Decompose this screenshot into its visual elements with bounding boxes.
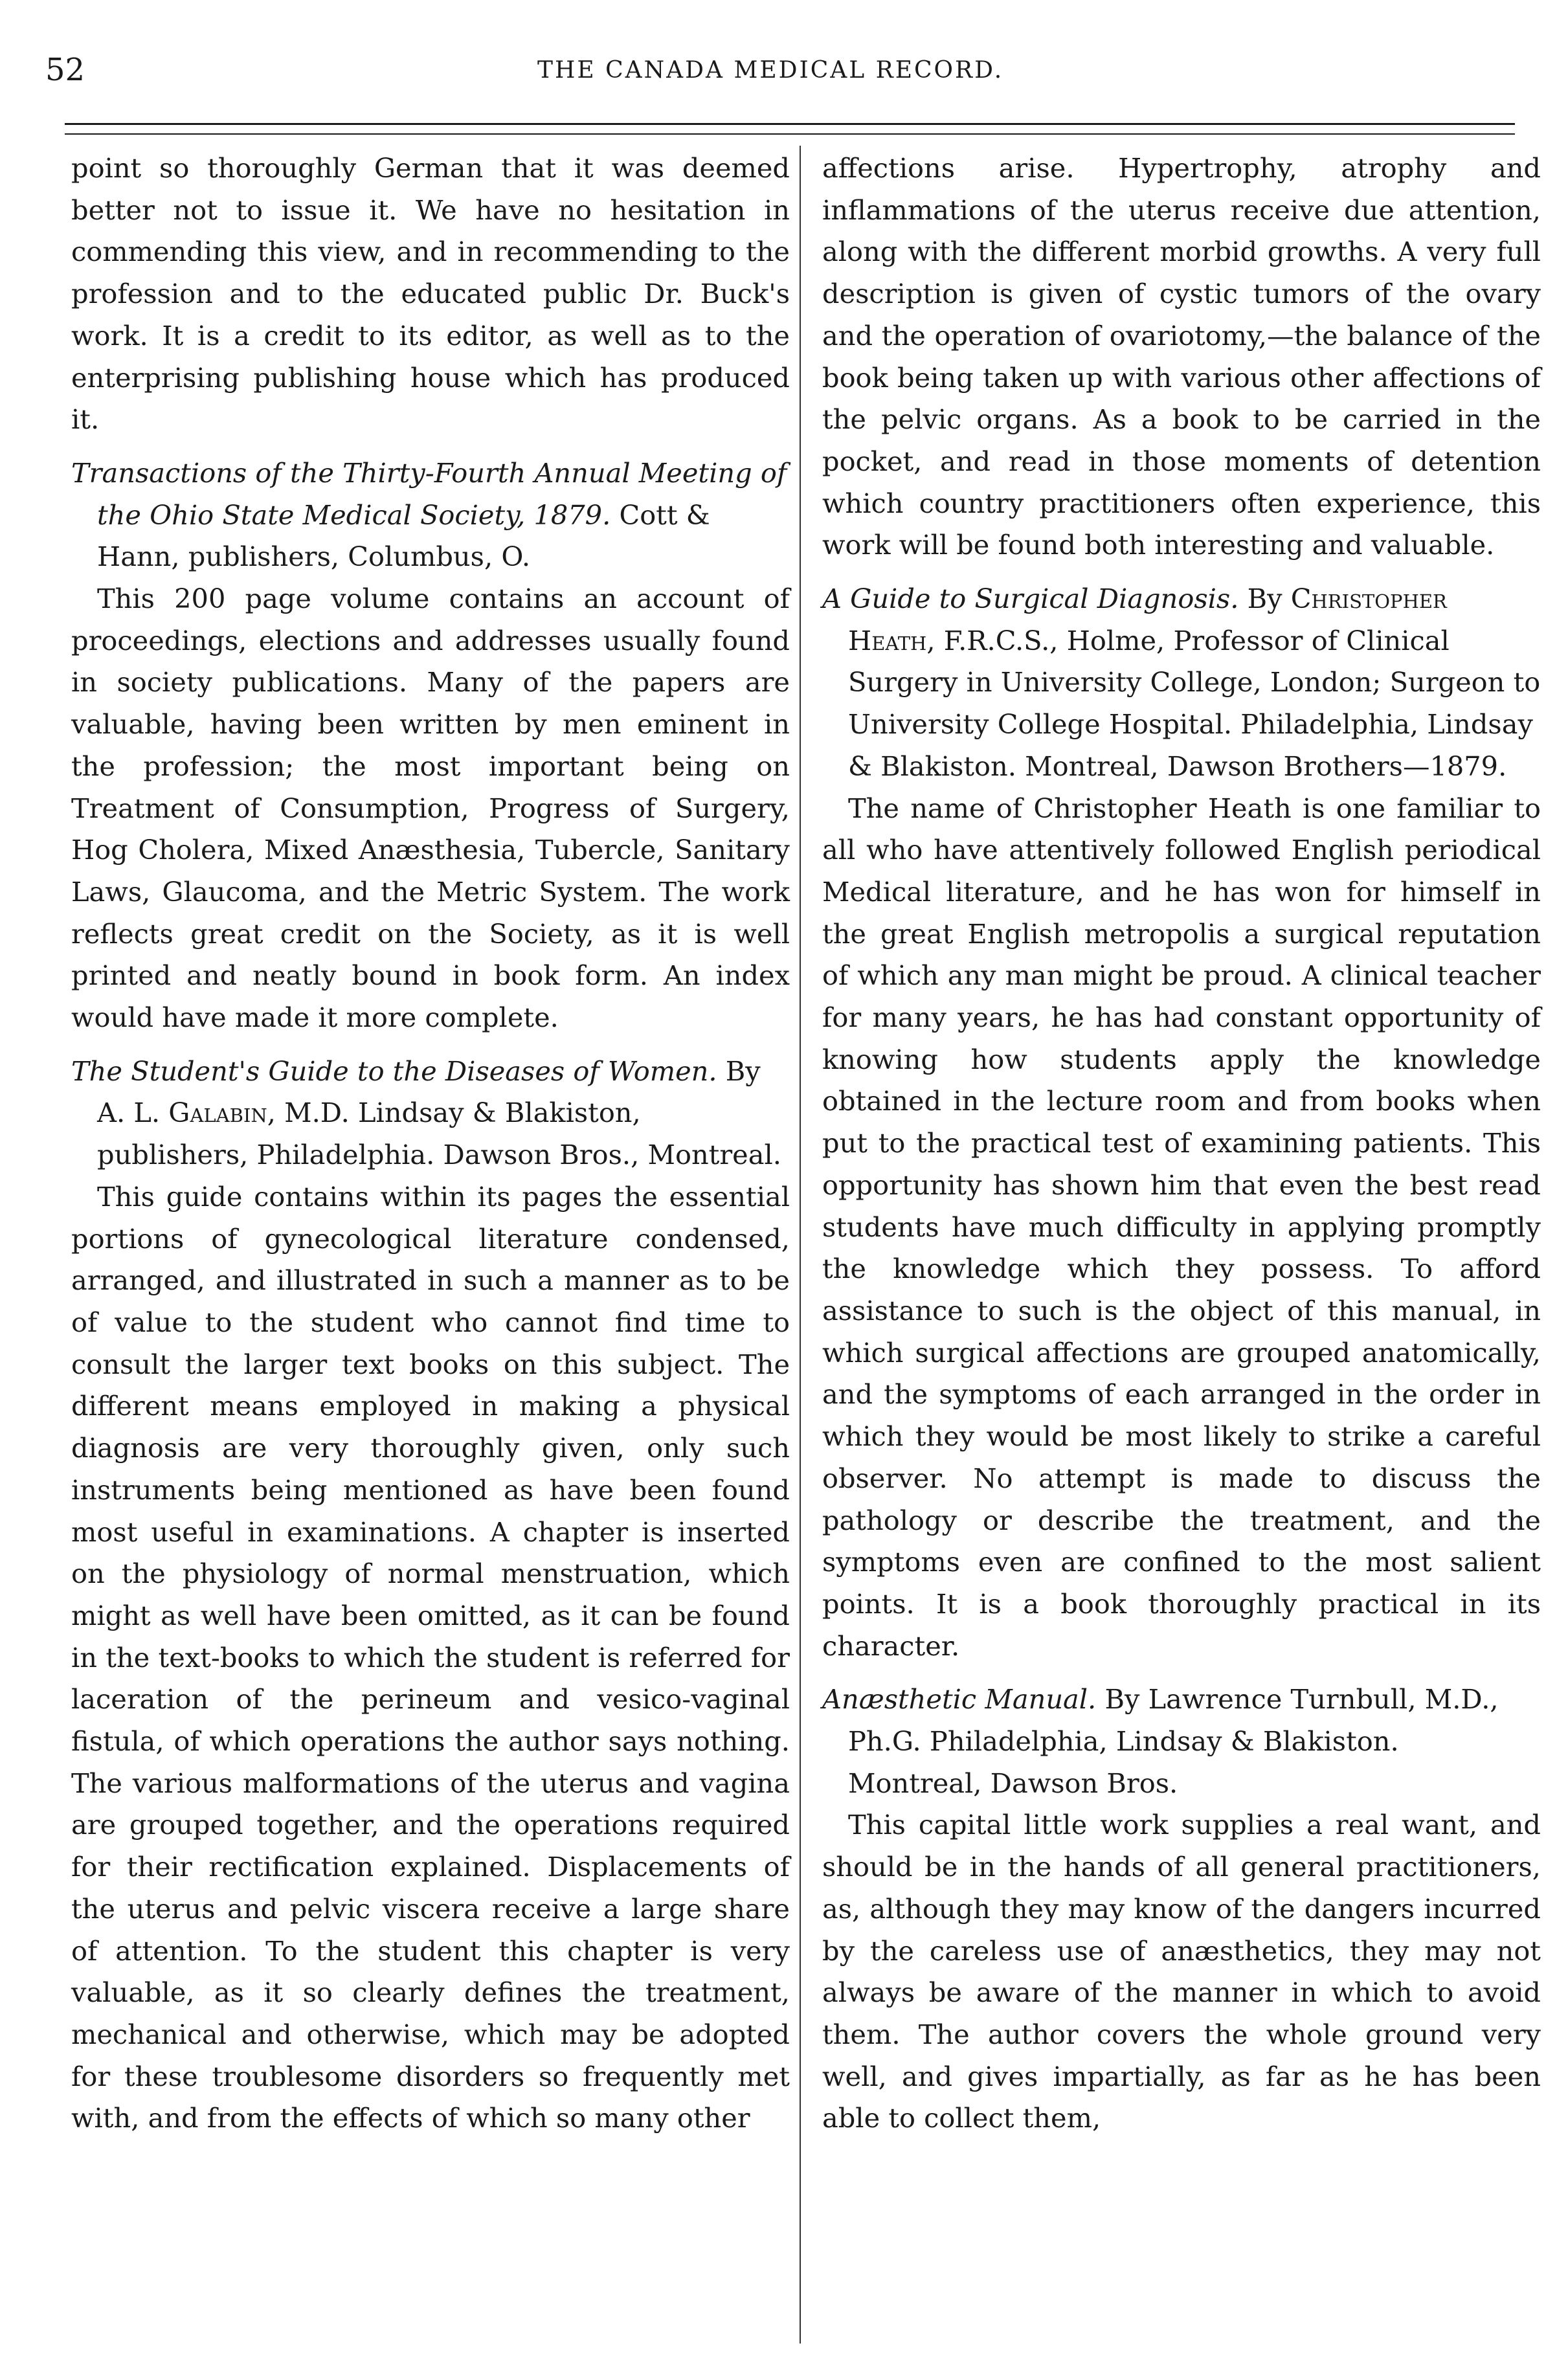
paragraph: This 200 page volume contains an account of proceedings, elections and addresses usually found in society publications. Many of the papers are valuable, having been written by men eminent in the profession; the most important being on Treatment of Consumption, Progress of Surgery, Hog Cholera, Mixed Anæsthesia, Tubercle, Sanitary Laws, Glaucoma, and the Metric System. The work reflects great credit on the Society, as it is well printed and neatly bound in book form. An index would have made it more complete. (71, 583, 790, 1034)
by-word: By (1238, 583, 1291, 615)
left-column (71, 148, 790, 2140)
book-title: A Guide to Surgical Diagnosis. (822, 583, 1239, 615)
book-author: Christopher Heath (848, 583, 1447, 656)
review-entry-heading (71, 1051, 790, 1176)
column-divider (800, 146, 801, 2344)
page-header (45, 45, 1534, 110)
paragraph: affections arise. Hypertrophy, atrophy and inflammations of the uterus receive due attention, along with the different morbid growths. A very full description is given of cystic tumors of the ovary and the operation of ovariotomy,—the balance of the book being taken up with various other affections of the pelvic organs. As a book to be carried in the pocket, and read in those moments of detention which country practitioners often experience, this work will be found both interesting and valuable. (822, 152, 1541, 561)
paragraph: This guide contains within its pages the essential portions of gynecological literature condensed, arranged, and illustrated in such a manner as to be of value to the student who cannot find time to consult the larger text books on this subject. The different means employed in making a physical diagnosis are very thoroughly given, only such instruments being mentioned as have been found most useful in examinations. A chapter is inserted on the physiology of normal menstruation, which might as well have been omitted, as it can be found in the text-books to which the student is referred for laceration of the perineum and vesico-vaginal fistula, of which operations the author says nothing. The various malformations of the uterus and vagina are grouped together, and the operations required for their rectification explained. Displacements of the uterus and pelvic viscera receive a large share of attention. To the student this chapter is very valuable, as it so clearly defines the treatment, mechanical and otherwise, which may be adopted for these troublesome disorders so frequently met with, and from the effects of which so many other (71, 1180, 790, 2134)
header-rule-bottom (65, 133, 1515, 135)
book-publication-details: By Lawrence Turnbull, M.D., Ph.G. Philadelphia, Lindsay & Blakiston. Montreal, Dawson Bros. (848, 1683, 1499, 1799)
by-word: By (717, 1055, 761, 1087)
paragraph: This capital little work supplies a real want, and should be in the hands of all general practitioners, as, although they may know of the dangers incurred by the careless use of anæsthetics, they may not always be aware of the manner in which to avoid them. The author covers the whole ground very well, and gives impartially, as far as he has been able to collect them, (822, 1809, 1541, 2134)
review-entry-heading (822, 1679, 1541, 1804)
book-title: Transactions of the Thirty-Fourth Annual Meeting of the Ohio State Medical Society, 1879. (71, 456, 787, 531)
review-entry-heading (71, 453, 790, 578)
paragraph: point so thoroughly German that it was deemed better not to issue it. We have no hesitation in commending this view, and in recommending to the profession and to the educated public Dr. Buck's work. It is a credit to its editor, as well as to the enterprising publishing house which has produced it. (71, 152, 790, 436)
book-publication-details: Cott & Hann, publishers, Columbus, O. (97, 498, 710, 573)
book-author: A. L. Galabin, M.D. (97, 1097, 350, 1129)
book-publication-details: , F.R.C.S., Holme, Professor of Clinical Surgery in University College, London; Surgeon to University College Hospital. Philadelphia, Lindsay & Blakiston. Montreal, Dawson Brothers—1879. (848, 624, 1541, 782)
paragraph: The name of Christopher Heath is one familiar to all who have attentively followed English periodical Medical literature, and he has won for himself in the great English metropolis a surgical reputation of which any man might be proud. A clinical teacher for many years, he has had constant opportunity of knowing how students apply the knowledge obtained in the lecture room and from books when put to the practical test of examining patients. This opportunity has shown him that even the best read students have much difficulty in applying promptly the knowledge which they possess. To afford assistance to such is the object of this manual, in which surgical affections are grouped anatomically, and the symptoms of each arranged in the order in which they would be most likely to strike a careful observer. No attempt is made to discuss the pathology or describe the treatment, and the symptoms even are confined to the most salient points. It is a book thoroughly practical in its character. (822, 792, 1541, 1662)
header-rule-top (65, 123, 1515, 125)
book-publication-details: Lindsay & Blakiston, publishers, Philadelphia. Dawson Bros., Montreal. (97, 1097, 781, 1171)
review-entry-heading (822, 578, 1541, 788)
page-number: 52 (45, 52, 85, 88)
right-column (822, 148, 1541, 2140)
book-title: Anæsthetic Manual. (822, 1683, 1097, 1716)
book-title: The Student's Guide to the Diseases of Women. (71, 1055, 717, 1087)
running-title: THE CANADA MEDICAL RECORD. (537, 57, 1004, 84)
